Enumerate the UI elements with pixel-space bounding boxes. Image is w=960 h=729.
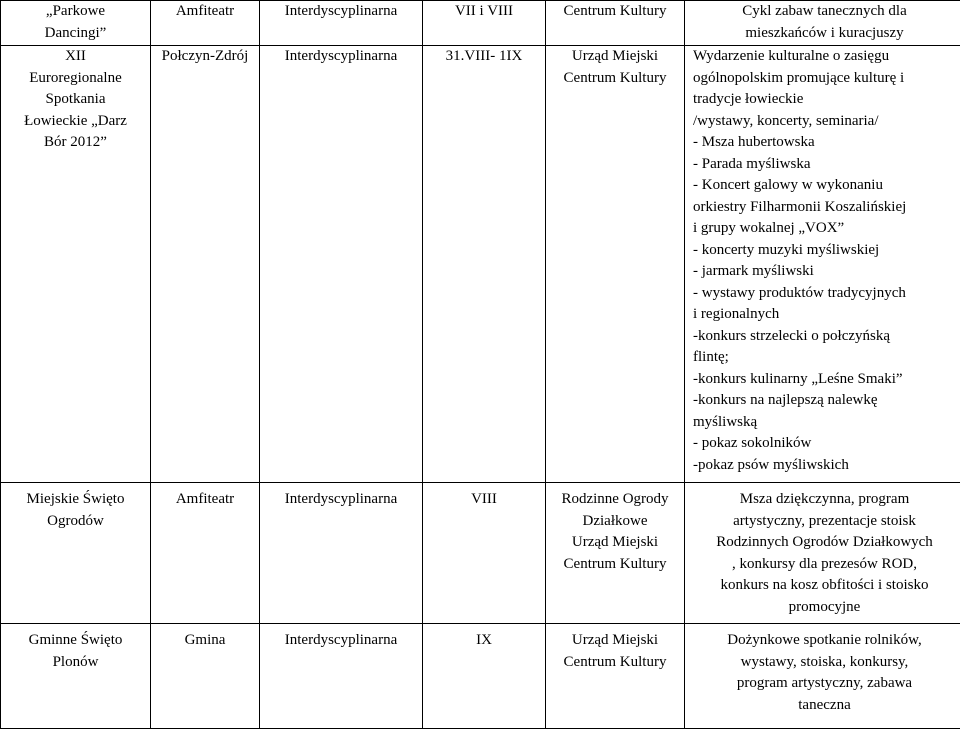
- event-name-cell: [1, 483, 151, 624]
- description-line: ogólnopolskim promujące kulturę i: [693, 68, 960, 90]
- description-line: - wystawy produktów tradycyjnych: [693, 283, 960, 305]
- organizer-line: Urząd Miejski: [546, 46, 684, 68]
- description-line: Dożynkowe spotkanie rolników,: [685, 630, 960, 652]
- event-name-cell: [1, 1, 151, 46]
- description-line: - koncerty muzyki myśliwskiej: [693, 240, 960, 262]
- description-line: wystawy, stoiska, konkursy,: [685, 652, 960, 674]
- place-cell: [151, 1, 260, 46]
- description-line: Msza dziękczynna, program: [685, 489, 960, 511]
- description-line: , konkursy dla prezesów ROD,: [685, 554, 960, 576]
- organizer-line: Centrum Kultury: [546, 1, 684, 23]
- description-line: -konkurs kulinarny „Leśne Smaki”: [693, 369, 960, 391]
- place-text: Amfiteatr: [151, 489, 259, 511]
- description-cell: [685, 1, 960, 46]
- organizer-line: Centrum Kultury: [546, 652, 684, 674]
- type-cell: [260, 483, 423, 624]
- description-line: orkiestry Filharmonii Koszalińskiej: [693, 197, 960, 219]
- type-text: Interdyscyplinarna: [260, 630, 422, 652]
- description-line: i regionalnych: [693, 304, 960, 326]
- organizer-line: Centrum Kultury: [546, 68, 684, 90]
- month-text: VIII: [423, 489, 545, 511]
- event-name-cell: [1, 46, 151, 483]
- month-cell: [423, 483, 546, 624]
- event-name-cell: [1, 624, 151, 729]
- month-text: VII i VIII: [423, 1, 545, 23]
- month-cell: [423, 624, 546, 729]
- table-row: [1, 1, 960, 46]
- place-text: Połczyn-Zdrój: [151, 46, 259, 68]
- organizer-line: Działkowe: [546, 511, 684, 533]
- table-row: [1, 624, 960, 729]
- description-line: mieszkańców i kuracjuszy: [685, 23, 960, 45]
- description-line: Cykl zabaw tanecznych dla: [685, 1, 960, 23]
- event-name-line: Gminne Święto: [1, 630, 150, 652]
- type-text: Interdyscyplinarna: [260, 1, 422, 23]
- organizer-line: Centrum Kultury: [546, 554, 684, 576]
- place-cell: [151, 624, 260, 729]
- month-text: 31.VIII- 1IX: [423, 46, 545, 68]
- description-line: taneczna: [685, 695, 960, 717]
- organizer-cell: [546, 624, 685, 729]
- description-line: tradycje łowieckie: [693, 89, 960, 111]
- description-line: flintę;: [693, 347, 960, 369]
- event-name-line: Euroregionalne: [1, 68, 150, 90]
- event-name-line: Spotkania: [1, 89, 150, 111]
- description-line: Rodzinnych Ogrodów Działkowych: [685, 532, 960, 554]
- description-line: /wystawy, koncerty, seminaria/: [693, 111, 960, 133]
- place-text: Gmina: [151, 630, 259, 652]
- event-name-line: Miejskie Święto: [1, 489, 150, 511]
- month-text: IX: [423, 630, 545, 652]
- organizer-line: Urząd Miejski: [546, 630, 684, 652]
- description-line: myśliwską: [693, 412, 960, 434]
- month-cell: [423, 1, 546, 46]
- event-name-line: „Parkowe: [1, 1, 150, 23]
- type-cell: [260, 1, 423, 46]
- description-line: - Koncert galowy w wykonaniu: [693, 175, 960, 197]
- organizer-cell: [546, 46, 685, 483]
- type-text: Interdyscyplinarna: [260, 46, 422, 68]
- description-cell: [685, 624, 960, 729]
- type-text: Interdyscyplinarna: [260, 489, 422, 511]
- event-name-line: Dancingi”: [1, 23, 150, 45]
- organizer-line: Rodzinne Ogrody: [546, 489, 684, 511]
- description-line: - Msza hubertowska: [693, 132, 960, 154]
- description-line: artystyczny, prezentacje stoisk: [685, 511, 960, 533]
- event-name-line: Bór 2012”: [1, 132, 150, 154]
- description-line: - Parada myśliwska: [693, 154, 960, 176]
- place-text: Amfiteatr: [151, 1, 259, 23]
- place-cell: [151, 46, 260, 483]
- description-line: - pokaz sokolników: [693, 433, 960, 455]
- description-line: -konkurs strzelecki o połczyńską: [693, 326, 960, 348]
- description-line: program artystyczny, zabawa: [685, 673, 960, 695]
- description-line: -pokaz psów myśliwskich: [693, 455, 960, 477]
- table-row: [1, 46, 960, 483]
- organizer-cell: [546, 1, 685, 46]
- description-line: - jarmark myśliwski: [693, 261, 960, 283]
- place-cell: [151, 483, 260, 624]
- organizer-line: Urząd Miejski: [546, 532, 684, 554]
- event-name-line: Plonów: [1, 652, 150, 674]
- event-name-line: Łowieckie „Darz: [1, 111, 150, 133]
- event-name-line: XII: [1, 46, 150, 68]
- type-cell: [260, 624, 423, 729]
- month-cell: [423, 46, 546, 483]
- description-line: promocyjne: [685, 597, 960, 619]
- description-cell: [685, 483, 960, 624]
- description-cell: [685, 46, 960, 483]
- table-row: [1, 483, 960, 624]
- event-name-line: Ogrodów: [1, 511, 150, 533]
- description-line: i grupy wokalnej „VOX”: [693, 218, 960, 240]
- organizer-cell: [546, 483, 685, 624]
- description-line: konkurs na kosz obfitości i stoisko: [685, 575, 960, 597]
- type-cell: [260, 46, 423, 483]
- description-line: -konkurs na najlepszą nalewkę: [693, 390, 960, 412]
- description-line: Wydarzenie kulturalne o zasięgu: [693, 46, 960, 68]
